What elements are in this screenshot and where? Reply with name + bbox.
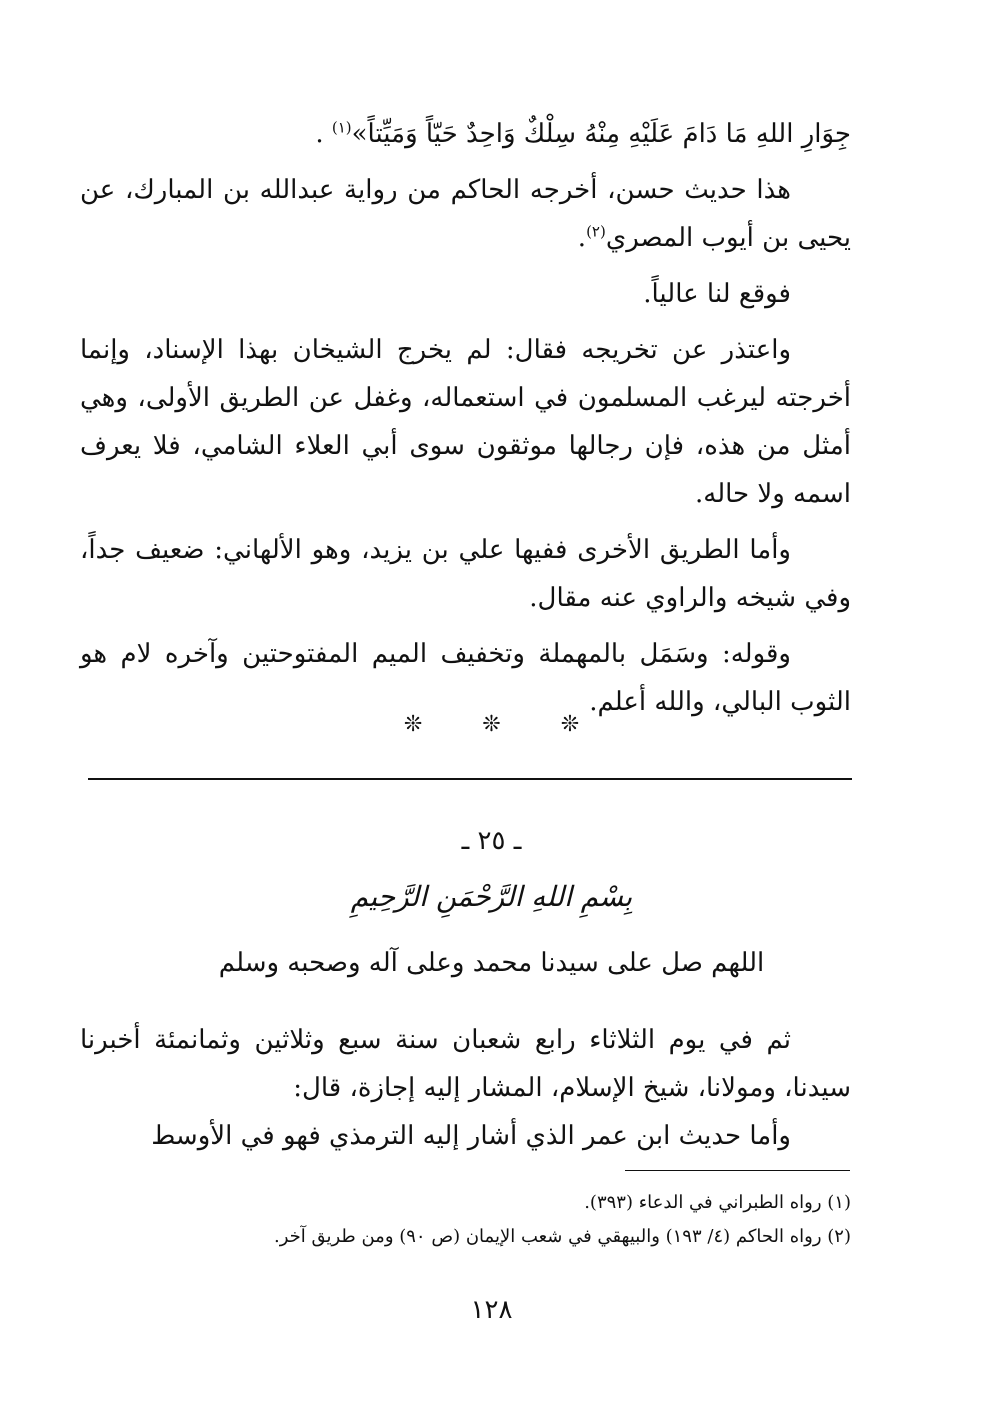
footnote: (١) رواه الطبراني في الدعاء (٣٩٣).: [584, 1192, 851, 1213]
star-ornament-icon: ❊: [403, 712, 423, 737]
paragraph: ثم في يوم الثلاثاء رابع شعبان سنة سبع وثلاثين وثمانمئة أخبرنا سيدنا، ومولانا، شيخ الإسلام، المشار إليه إجازة، قال:: [80, 1025, 851, 1103]
main-text: [80, 110, 851, 734]
paragraph: واعتذر عن تخريجه فقال: لم يخرج الشيخان بهذا الإسناد، وإنما أخرجته ليرغب المسلمون في استعماله، وغفل عن الطريق الأولى، وهي أمثل من هذه، فإن رجالها موثقون سوى أبي العلاء الشامي، فلا يعرف اسمه ولا حاله.: [80, 335, 851, 509]
paragraph-text: هذا حديث حسن، أخرجه الحاكم من رواية عبدالله بن المبارك، عن يحيى بن أيوب المصري: [80, 175, 851, 253]
section-number: ـ ٢٥ ـ: [461, 826, 522, 856]
paragraph: وأما الطريق الأخرى ففيها علي بن يزيد، وهو الألهاني: ضعيف جداً، وفي شيخه والراوي عنه مقال.: [80, 535, 851, 613]
paragraph: وقوله: وسَمَل بالمهملة وتخفيف الميم المفتوحتين وآخره لام هو الثوب البالي، والله أعلم.: [80, 639, 851, 717]
star-ornament-icon: ❊: [482, 712, 501, 737]
salawat-line: اللهم صل على سيدنا محمد وعلى آله وصحبه وسلم: [218, 948, 765, 978]
star-ornament-icon: ❊: [560, 712, 580, 737]
section-text: [80, 1016, 851, 1160]
footnotes: [80, 1186, 851, 1254]
paragraph: فوقع لنا عالياً.: [643, 279, 791, 309]
footnote: (٢) رواه الحاكم (٤/ ١٩٣) والبيهقي في شعب الإيمان (ص ٩٠) ومن طريق آخر.: [273, 1226, 851, 1247]
footnote-separator: [625, 1170, 850, 1171]
paragraph: [80, 166, 851, 262]
footnote-ref: (٢): [586, 222, 606, 241]
paragraph-end: .: [577, 223, 587, 253]
paragraph-end: .: [315, 119, 332, 149]
page-number: ١٢٨: [470, 1295, 513, 1325]
paragraph: وأما حديث ابن عمر الذي أشار إليه الترمذي فهو في الأوسط: [151, 1121, 791, 1151]
paragraph-text: جِوَارِ اللهِ مَا دَامَ عَلَيْهِ مِنْهُ سِلْكٌ وَاحِدٌ حَيّاً وَمَيِّتاً»: [351, 119, 851, 149]
footnote-ref: (١): [331, 118, 352, 137]
basmala-calligraphy: بِسْمِ اللهِ الرَّحْمَنِ الرَّحِيمِ: [350, 880, 633, 913]
horizontal-rule: [88, 778, 852, 780]
paragraph: [80, 110, 851, 158]
section-separator-stars: [0, 712, 983, 737]
